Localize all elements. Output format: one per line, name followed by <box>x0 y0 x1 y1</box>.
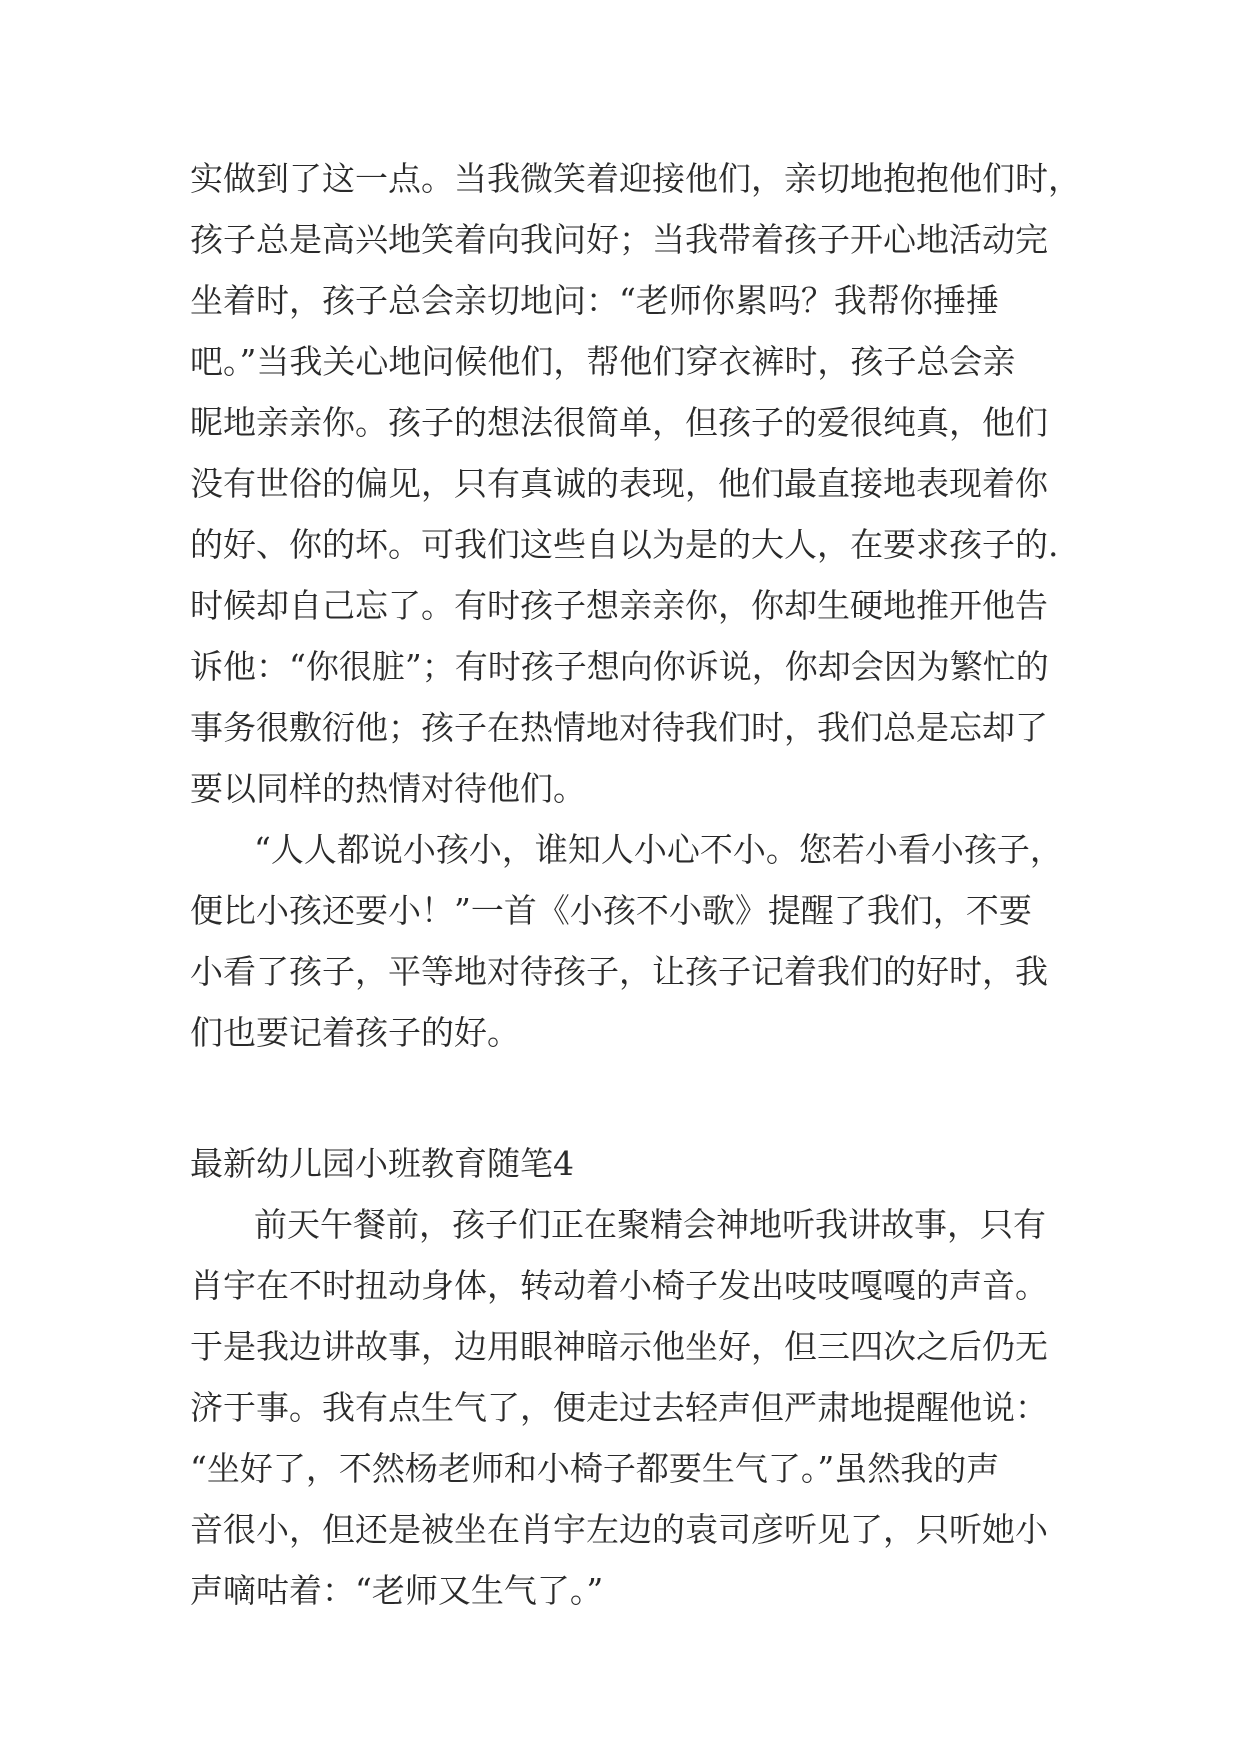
paragraph-story <box>190 1194 1060 1621</box>
text-line: 济于事。我有点生气了，便走过去轻声但严肃地提醒他说： <box>190 1388 1048 1427</box>
text-line: 诉他：“你很脏”；有时孩子想向你诉说，你却会因为繁忙的 <box>190 647 1049 686</box>
text-line: 吧。”当我关心地问候他们，帮他们穿衣裤时，孩子总会亲 <box>190 342 1016 381</box>
text-line: 便比小孩还要小！”一首《小孩不小歌》提醒了我们，不要 <box>190 891 1032 930</box>
paragraph-quote <box>190 819 1063 1063</box>
text-line: 事务很敷衍他；孩子在热情地对待我们时，我们总是忘却了 <box>190 708 1048 747</box>
section-heading: 最新幼儿园小班教育随笔4 <box>190 1144 574 1183</box>
text-line: 孩子总是高兴地笑着向我问好；当我带着孩子开心地活动完 <box>190 220 1048 259</box>
text-line: 肖宇在不时扭动身体，转动着小椅子发出吱吱嘎嘎的声音。 <box>190 1266 1048 1305</box>
text-line: 没有世俗的偏见，只有真诚的表现，他们最直接地表现着你 <box>190 464 1048 503</box>
text-line: 坐着时，孩子总会亲切地问：“老师你累吗？我帮你捶捶 <box>190 281 999 320</box>
paragraph-gap <box>190 1063 1060 1133</box>
text-line: “坐好了，不然杨老师和小椅子都要生气了。”虽然我的声 <box>190 1449 1000 1488</box>
text-line: 声嘀咕着：“老师又生气了。” <box>190 1571 604 1610</box>
text-line: 实做到了这一点。当我微笑着迎接他们，亲切地抱抱他们时， <box>190 159 1081 198</box>
text-line: 时候却自己忘了。有时孩子想亲亲你，你却生硬地推开他告 <box>190 586 1048 625</box>
text-line: 于是我边讲故事，边用眼神暗示他坐好，但三四次之后仍无 <box>190 1327 1048 1366</box>
text-line: 们也要记着孩子的好。 <box>190 1013 520 1052</box>
text-line: “人人都说小孩小，谁知人小心不小。您若小看小孩子， <box>254 830 1063 869</box>
text-line: 音很小，但还是被坐在肖宇左边的袁司彦听见了，只听她小 <box>190 1510 1048 1549</box>
text-line: 小看了孩子，平等地对待孩子，让孩子记着我们的好时，我 <box>190 952 1048 991</box>
text-line: 前天午餐前，孩子们正在聚精会神地听我讲故事，只有 <box>254 1205 1046 1244</box>
text-line: 要以同样的热情对待他们。 <box>190 769 586 808</box>
paragraph-continued <box>190 148 1081 819</box>
document-body <box>190 148 1081 1621</box>
text-line: 的好、你的坏。可我们这些自以为是的大人，在要求孩子的. <box>190 525 1059 564</box>
text-line: 昵地亲亲你。孩子的想法很简单，但孩子的爱很纯真，他们 <box>190 403 1048 442</box>
